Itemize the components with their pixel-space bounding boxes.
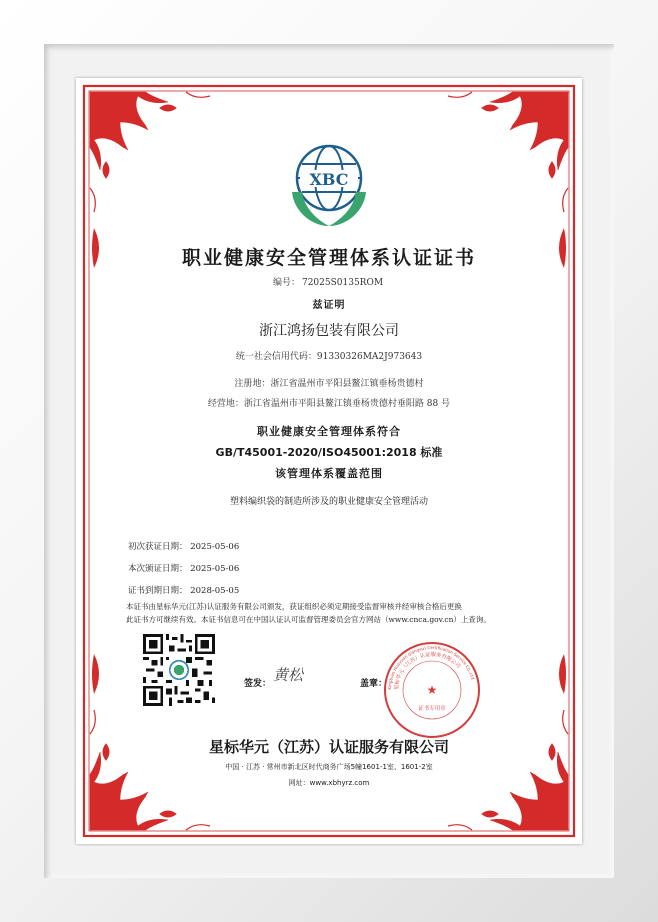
expiry-label: 证书到期日期：: [128, 586, 188, 596]
standard-line-1: 职业健康安全管理体系符合: [257, 425, 401, 438]
standard-line-2: GB/T45001-2020/ISO45001:2018 标准: [215, 446, 443, 459]
certificate-paper: [76, 78, 582, 844]
hereby-certify: 兹证明: [312, 300, 346, 311]
biz-address-label: 经营地：: [207, 399, 244, 409]
this-issue-label: 本次颁证日期：: [128, 564, 188, 574]
seal-label: 盖章：: [360, 679, 388, 689]
cert-no-label: 编号：: [272, 278, 300, 288]
signature: 黄松: [273, 666, 304, 684]
first-issue-label: 初次获证日期：: [128, 542, 188, 552]
reg-address-value: 浙江省温州市平阳县鳌江镇垂杨贵德村: [270, 379, 424, 389]
business-address: [76, 396, 582, 409]
official-seal: [382, 640, 482, 740]
website-link[interactable]: www.xbhyrz.com: [309, 779, 370, 787]
certificate-dates: [128, 540, 239, 606]
reg-address-label: 注册地：: [234, 379, 271, 389]
xbc-logo: [286, 140, 372, 230]
certification-scope: 塑料编织袋的制造所涉及的职业健康安全管理活动: [229, 497, 428, 507]
this-issue-date: [128, 562, 239, 584]
note-line-1: 本证书由星标华元(江苏)认证服务有限公司颁发，获证组织必须定期接受监督审核并经审核合格后更换: [126, 602, 462, 611]
seal-bottom: 证书专用章: [418, 706, 446, 712]
note-line-2: 此证书方可继续有效。本证书信息可在中国认证认可监督管理委员会官方网站（www.cnca.gov.cn）上查询。: [126, 615, 491, 624]
seal-text: 星标华元（江苏）认证服务有限公司: [393, 651, 462, 691]
certificate-title: 职业健康安全管理体系认证证书: [181, 247, 476, 269]
cert-no-value: 72025S0135ROM: [301, 278, 384, 288]
this-issue-value: 2025-05-06: [190, 564, 240, 574]
issuer-name: 星标华元（江苏）认证服务有限公司: [208, 738, 449, 756]
seal-text-en: Xingbiao Huayuan (Jiangsu) Certification Service Co.,Ltd: [386, 644, 476, 691]
certificate-number: [76, 275, 582, 288]
sign-label: 签发：: [244, 679, 272, 689]
first-issue-date: [128, 540, 239, 562]
website-label: 网址：: [288, 779, 310, 787]
company-name: 浙江鸿扬包装有限公司: [259, 323, 399, 339]
qr-code[interactable]: [143, 634, 215, 706]
svg-text:XBC: XBC: [309, 170, 349, 189]
credit-code-value: 91330326MA2J973643: [316, 352, 423, 362]
expiry-value: 2028-05-05: [190, 586, 240, 596]
issuer-address: 中国 · 江苏 · 常州市新北区时代商务广场5幢1601-1室、1601-2室: [225, 763, 433, 771]
credit-code-label: 统一社会信用代码：: [235, 352, 317, 362]
biz-address-value: 浙江省温州市平阳县鳌江镇垂杨贵德村垂阳路 88 号: [243, 399, 451, 409]
issuer-website: [76, 778, 582, 788]
validity-note: [126, 600, 536, 626]
registered-address: [76, 376, 582, 389]
first-issue-value: 2025-05-06: [190, 542, 240, 552]
standard-line-3: 该管理体系覆盖范围: [275, 467, 383, 480]
credit-code: [76, 349, 582, 362]
svg-text:★: ★: [426, 683, 438, 697]
